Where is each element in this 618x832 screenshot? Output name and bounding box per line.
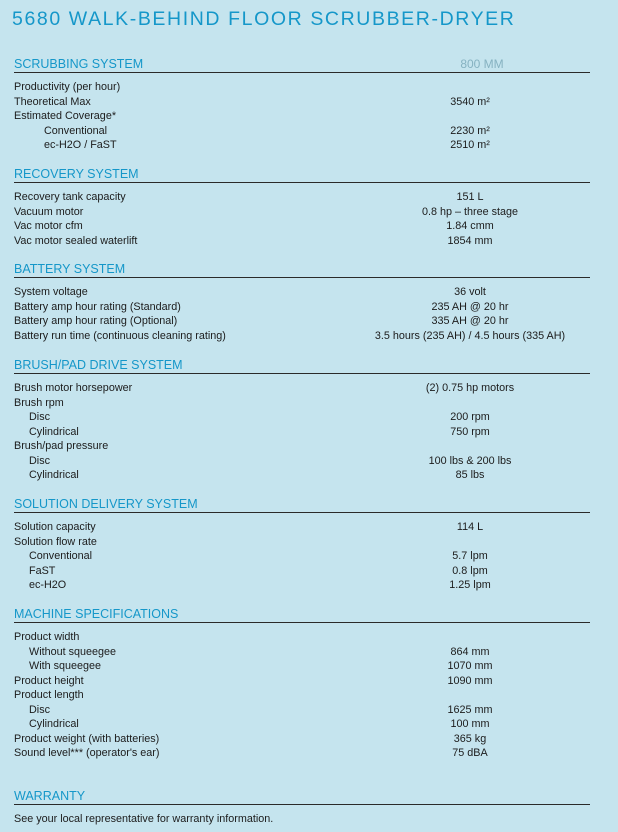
spec-label: Without squeegee bbox=[29, 645, 117, 658]
section-header bbox=[14, 497, 590, 513]
spec-row bbox=[0, 285, 618, 300]
spec-label: Brush motor horsepower bbox=[14, 382, 133, 394]
spec-row bbox=[0, 630, 618, 645]
section-title: WARRANTY bbox=[14, 789, 86, 803]
column-header: 800 MM bbox=[460, 57, 504, 71]
spec-label: Theoretical Max bbox=[14, 95, 91, 108]
spec-label: Conventional bbox=[44, 124, 108, 137]
spec-row bbox=[0, 95, 618, 110]
section-title: SCRUBBING SYSTEM bbox=[14, 57, 144, 71]
spec-row bbox=[0, 732, 618, 747]
spec-row bbox=[0, 439, 618, 454]
spec-row bbox=[0, 124, 618, 139]
spec-label: System voltage bbox=[14, 286, 88, 298]
spec-value: 200 rpm bbox=[450, 411, 490, 423]
spec-row bbox=[0, 717, 618, 732]
spec-label: Conventional bbox=[29, 550, 93, 562]
spec-row bbox=[0, 549, 618, 564]
spec-label: With squeegee bbox=[29, 660, 102, 672]
spec-row bbox=[0, 746, 618, 761]
spec-value: 2230 m² bbox=[450, 124, 490, 137]
spec-row bbox=[0, 578, 618, 593]
spec-label: Vacuum motor bbox=[14, 205, 84, 218]
spec-row bbox=[0, 219, 618, 234]
spec-value: 151 L bbox=[456, 191, 484, 203]
section-title: RECOVERY SYSTEM bbox=[14, 167, 139, 181]
spec-row bbox=[0, 381, 618, 396]
spec-value: 100 lbs & 200 lbs bbox=[428, 454, 512, 467]
section-title: BATTERY SYSTEM bbox=[14, 262, 126, 276]
section-header bbox=[14, 167, 590, 183]
spec-value: 750 rpm bbox=[450, 425, 490, 438]
spec-value: 1.25 lpm bbox=[449, 579, 491, 591]
spec-label: ec-H2O / FaST bbox=[44, 139, 117, 151]
spec-row bbox=[0, 659, 618, 674]
spec-row bbox=[0, 80, 618, 95]
spec-row bbox=[0, 425, 618, 440]
spec-value: 5.7 lpm bbox=[452, 550, 488, 562]
spec-value: 2510 m² bbox=[450, 139, 490, 151]
spec-label: Brush rpm bbox=[14, 396, 64, 409]
spec-label: Cylindrical bbox=[29, 469, 79, 481]
spec-value: 75 dBA bbox=[452, 747, 488, 759]
spec-label: Cylindrical bbox=[29, 425, 79, 438]
spec-value: 36 volt bbox=[454, 286, 486, 298]
page-title: 5680 WALK-BEHIND FLOOR SCRUBBER-DRYER bbox=[12, 8, 516, 30]
spec-label: Brush/pad pressure bbox=[14, 440, 109, 452]
spec-row bbox=[0, 314, 618, 329]
spec-row bbox=[0, 190, 618, 205]
spec-label: Battery run time (continuous cleaning rating) bbox=[14, 329, 226, 342]
spec-value: 335 AH @ 20 hr bbox=[431, 315, 509, 327]
spec-label: Product width bbox=[14, 631, 80, 643]
spec-label: Product weight (with batteries) bbox=[14, 732, 160, 745]
spec-label: Solution flow rate bbox=[14, 535, 97, 548]
spec-row bbox=[0, 205, 618, 220]
spec-row bbox=[0, 396, 618, 411]
spec-row bbox=[0, 535, 618, 550]
spec-label: Vac motor cfm bbox=[14, 220, 83, 232]
spec-row bbox=[0, 410, 618, 425]
spec-label: Disc bbox=[29, 411, 50, 423]
spec-row bbox=[0, 234, 618, 249]
spec-row bbox=[0, 674, 618, 689]
spec-label: Battery amp hour rating (Optional) bbox=[14, 315, 178, 327]
spec-value: 0.8 lpm bbox=[452, 564, 488, 577]
spec-value: 1090 mm bbox=[447, 674, 493, 687]
spec-label: Product length bbox=[14, 689, 84, 701]
spec-row bbox=[0, 520, 618, 535]
spec-value: 864 mm bbox=[450, 645, 490, 658]
spec-row bbox=[0, 688, 618, 703]
spec-value: 1.84 cmm bbox=[446, 220, 494, 232]
spec-value: (2) 0.75 hp motors bbox=[425, 382, 515, 394]
spec-value: 3.5 hours (235 AH) / 4.5 hours (335 AH) bbox=[374, 329, 566, 342]
spec-label: Recovery tank capacity bbox=[14, 191, 126, 203]
spec-row bbox=[0, 564, 618, 579]
section-title: SOLUTION DELIVERY SYSTEM bbox=[14, 497, 198, 511]
spec-value: 0.8 hp – three stage bbox=[421, 205, 519, 218]
spec-row bbox=[0, 468, 618, 483]
warranty-text: See your local representative for warranty information. bbox=[14, 813, 274, 825]
section-title: BRUSH/PAD DRIVE SYSTEM bbox=[14, 358, 183, 372]
spec-row bbox=[0, 703, 618, 718]
section-title: MACHINE SPECIFICATIONS bbox=[14, 607, 179, 621]
spec-value: 3540 m² bbox=[450, 95, 490, 108]
spec-row bbox=[0, 138, 618, 153]
section-header bbox=[14, 607, 590, 623]
spec-label: Sound level*** (operator's ear) bbox=[14, 747, 160, 759]
spec-label: Solution capacity bbox=[14, 521, 96, 533]
spec-label: Cylindrical bbox=[29, 718, 79, 730]
spec-label: ec-H2O bbox=[29, 579, 67, 591]
spec-value: 1854 mm bbox=[447, 234, 493, 247]
spec-value: 365 kg bbox=[453, 732, 487, 745]
spec-row bbox=[0, 300, 618, 315]
spec-row bbox=[0, 454, 618, 469]
spec-row bbox=[0, 329, 618, 344]
spec-value: 235 AH @ 20 hr bbox=[431, 300, 509, 313]
spec-label: Vac motor sealed waterlift bbox=[14, 234, 138, 247]
spec-value: 1070 mm bbox=[447, 660, 493, 672]
spec-row bbox=[0, 645, 618, 660]
spec-label: Disc bbox=[29, 454, 50, 467]
spec-label: Productivity (per hour) bbox=[14, 81, 121, 93]
spec-label: Product height bbox=[14, 674, 84, 687]
spec-value: 1625 mm bbox=[447, 703, 493, 716]
spec-value: 114 L bbox=[456, 521, 484, 533]
spec-row bbox=[0, 109, 618, 124]
spec-label: Battery amp hour rating (Standard) bbox=[14, 300, 181, 313]
spec-value: 85 lbs bbox=[455, 469, 485, 481]
section-header bbox=[14, 262, 590, 278]
section-header bbox=[14, 57, 590, 73]
section-header bbox=[14, 358, 590, 374]
spec-value: 100 mm bbox=[450, 718, 490, 730]
spec-label: Estimated Coverage* bbox=[14, 110, 117, 122]
spec-label: Disc bbox=[29, 703, 50, 716]
spec-label: FaST bbox=[29, 564, 56, 577]
section-header bbox=[14, 789, 590, 805]
